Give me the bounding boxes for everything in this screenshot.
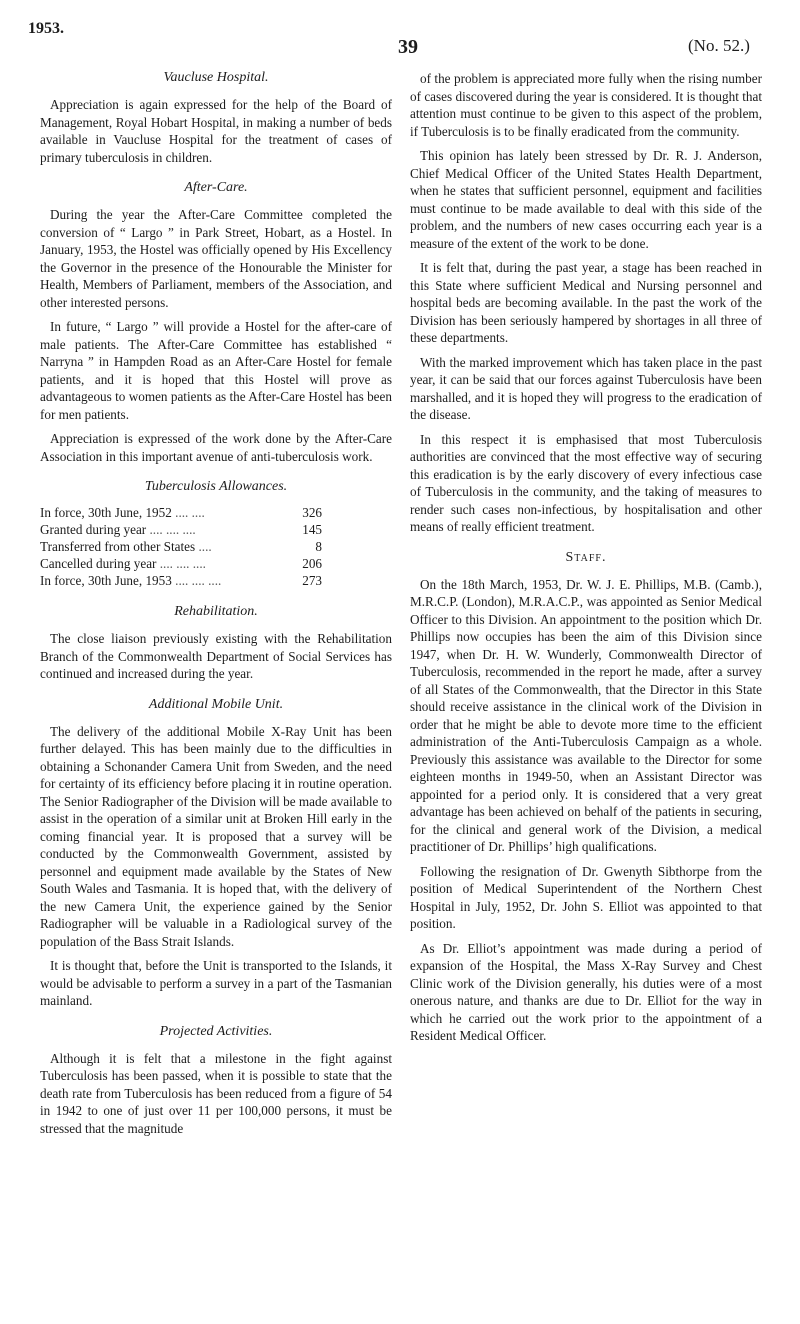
right-paragraph-4: With the marked improvement which has taken place in the past year, it can be said that our forces against Tuberculosis have been marshalled, and it is hoped they will progress to the eradication of the disease. [410, 354, 762, 422]
row-label: In force, 30th June, 1953 [40, 573, 172, 588]
table-row [40, 522, 392, 539]
row-leader-dots: .... [195, 539, 212, 554]
staff-heading: Staff. [565, 549, 607, 565]
right-paragraph-1: of the problem is appreciated more fully when the rising number of cases discovered during the year is considered. It is thought that attention must continue to be given to this aspect of the problem, if Tuberculosis is to be finally eradicated from the community. [410, 71, 762, 139]
allowances-heading: Tuberculosis Allowances. [144, 479, 288, 494]
rehabilitation-paragraph: The close liaison previously existing with the Rehabilitation Branch of the Commonwealth Department of Social Services has continued and increased during the year. [40, 631, 392, 681]
row-value: 273 [302, 573, 322, 588]
allowances-table [40, 505, 392, 590]
staff-paragraph-3: As Dr. Elliot’s appointment was made during a period of expansion of the Hospital, the Mass X-Ray Survey and Chest Clinic work of the Division generally, his duties were of a most onerous nature, and thanks are due to Dr. Elliot for the way in which he carried out the work prior to the appointment of a Resident Medical Officer. [410, 940, 762, 1043]
table-row [40, 505, 392, 522]
right-paragraph-3: It is felt that, during the past year, a stage has been reached in this State where sufficient Medical and Nursing personnel and hospital beds are becoming available. In the past the work of the Division has been seriously hampered by shortages in all three of these departments. [410, 260, 762, 345]
staff-paragraph-1: On the 18th March, 1953, Dr. W. J. E. Phillips, M.B. (Camb.), M.R.C.P. (London), M.R.A.C.P., was appointed as Senior Medical Officer to this Division. An appointment to the position which Dr. Phillips now occupies has been the aim of this Division since 1947, when Dr. H. W. Wunderly, Commonwealth Director of Tuberculosis, recommended in the report he made, after a survey of all States of the Commonwealth, that the Director in this State should receive assistance in the clinical work of the Division in order that he might be able to devote more time to the efficient administration of the Anti-Tuberculosis Campaign as a whole. Previously this assistance was available to the Director for some eighteen months in 1949-50, when an Assistant Director was appointed for a period only. It is considered that a very great advantage has been achieved on behalf of the patients in securing, for the clinical and general work of the Division, a medical practitioner of Dr. Phillips’ high qualifications. [410, 576, 762, 854]
aftercare-paragraph-2: In future, “ Largo ” will provide a Hostel for the after-care of male patients. The After-Care Committee has established “ Narryna ” in Hampden Road as an After-Care Hostel for female patients, and it is hoped that this Hostel will prove as advantageous to women patients as the After-Care Hostel has been for men patients. [40, 319, 392, 422]
right-column [410, 70, 762, 1052]
report-year: 1953. [28, 20, 64, 37]
vaucluse-heading: Vaucluse Hospital. [163, 70, 269, 85]
staff-paragraph-2: Following the resignation of Dr. Gwenyth Sibthorpe from the position of Medical Superintendent of the Northern Chest Hospital in July, 1952, Dr. John S. Elliot was appointed to that position. [410, 863, 762, 931]
projected-activities-paragraph: Although it is felt that a milestone in the fight against Tuberculosis has been passed, when it is possible to state that the death rate from Tuberculosis has been reduced from a figure of 54 in 1942 to one of just over 11 per 100,000 persons, it must be stressed that the magnitude [40, 1050, 392, 1136]
right-paragraph-5: In this respect it is emphasised that most Tuberculosis authorities are convinced that the most effective way of securing this eradication is by the early discovery of every infectious case of Tuberculosis in the community, and the taking of measures to render such cases non-infectious, by hospitalisation and other means of really efficient treatment. [410, 431, 762, 534]
mobile-unit-heading: Additional Mobile Unit. [148, 696, 284, 712]
row-leader-dots: .... .... [171, 505, 205, 520]
aftercare-heading: After-Care. [184, 180, 248, 195]
row-value: 326 [302, 505, 322, 520]
row-value: 8 [315, 539, 322, 554]
left-column [40, 70, 392, 1144]
row-leader-dots: .... .... .... [156, 556, 206, 571]
aftercare-paragraph-3: Appreciation is expressed of the work done by the After-Care Association in this important avenue of anti-tuberculosis work. [40, 431, 392, 464]
aftercare-paragraph-1: During the year the After-Care Committee completed the conversion of “ Largo ” in Park Street, Hobart, as a Hostel. In January, 1953, the Hostel was officially opened by His Excellency the Governor in the presence of the Honourable the Minister for Health, Members of Parliament, members of the Association, and other interested persons. [40, 207, 392, 310]
row-leader-dots: .... .... .... [171, 573, 222, 588]
row-value: 145 [302, 522, 322, 537]
mobile-unit-paragraph-2: It is thought that, before the Unit is transported to the Islands, it would be advisable to perform a survey in a part of the Tasmanian mainland. [40, 958, 392, 1008]
mobile-unit-paragraph-1: The delivery of the additional Mobile X-Ray Unit has been further delayed. This has been mainly due to the difficulties in obtaining a Schonander Camera Unit from Sweden, and the need for certainty of its efficiency before placing it in routine operation. The Senior Radiographer of the Division will be made available to assist in the operation of a similar unit at Broken Hill early in the coming financial year. It is proposed that a survey will be conducted by the Commonwealth Government, assisted by personnel and equipment made available by the States of New South Wales and Tasmania. It is hoped that, with the delivery of the new Camera Unit, the experience gained by the Senior Radiographer will be valuable in a Radiological survey of the population of the Bass Strait Islands. [40, 723, 392, 949]
row-label: Transferred from other States [40, 539, 196, 554]
report-number: (No. 52.) [688, 36, 750, 55]
right-paragraph-2: This opinion has lately been stressed by Dr. R. J. Anderson, Chief Medical Officer of the United States Health Department, when he states that sufficient personnel, equipment and facilities must continue to be made available to deal with this side of the problem, and the numbers of new cases occurring each year is a measure of the extent of the work to be done. [410, 148, 762, 251]
vaucluse-paragraph: Appreciation is again expressed for the help of the Board of Management, Royal Hobart Hospital, in making a number of beds available in Vaucluse Hospital for the treatment of cases of primary tuberculosis in children. [40, 97, 392, 165]
table-row [40, 556, 392, 573]
rehabilitation-heading: Rehabilitation. [174, 604, 258, 619]
projected-activities-heading: Projected Activities. [159, 1023, 273, 1039]
row-label: Cancelled during year [40, 556, 157, 571]
row-leader-dots: .... .... .... [146, 522, 196, 537]
page-number: 39 [398, 36, 418, 58]
row-value: 206 [302, 556, 322, 571]
table-row [40, 539, 392, 556]
row-label: In force, 30th June, 1952 [40, 505, 172, 520]
table-row [40, 573, 392, 590]
row-label: Granted during year [40, 522, 147, 537]
